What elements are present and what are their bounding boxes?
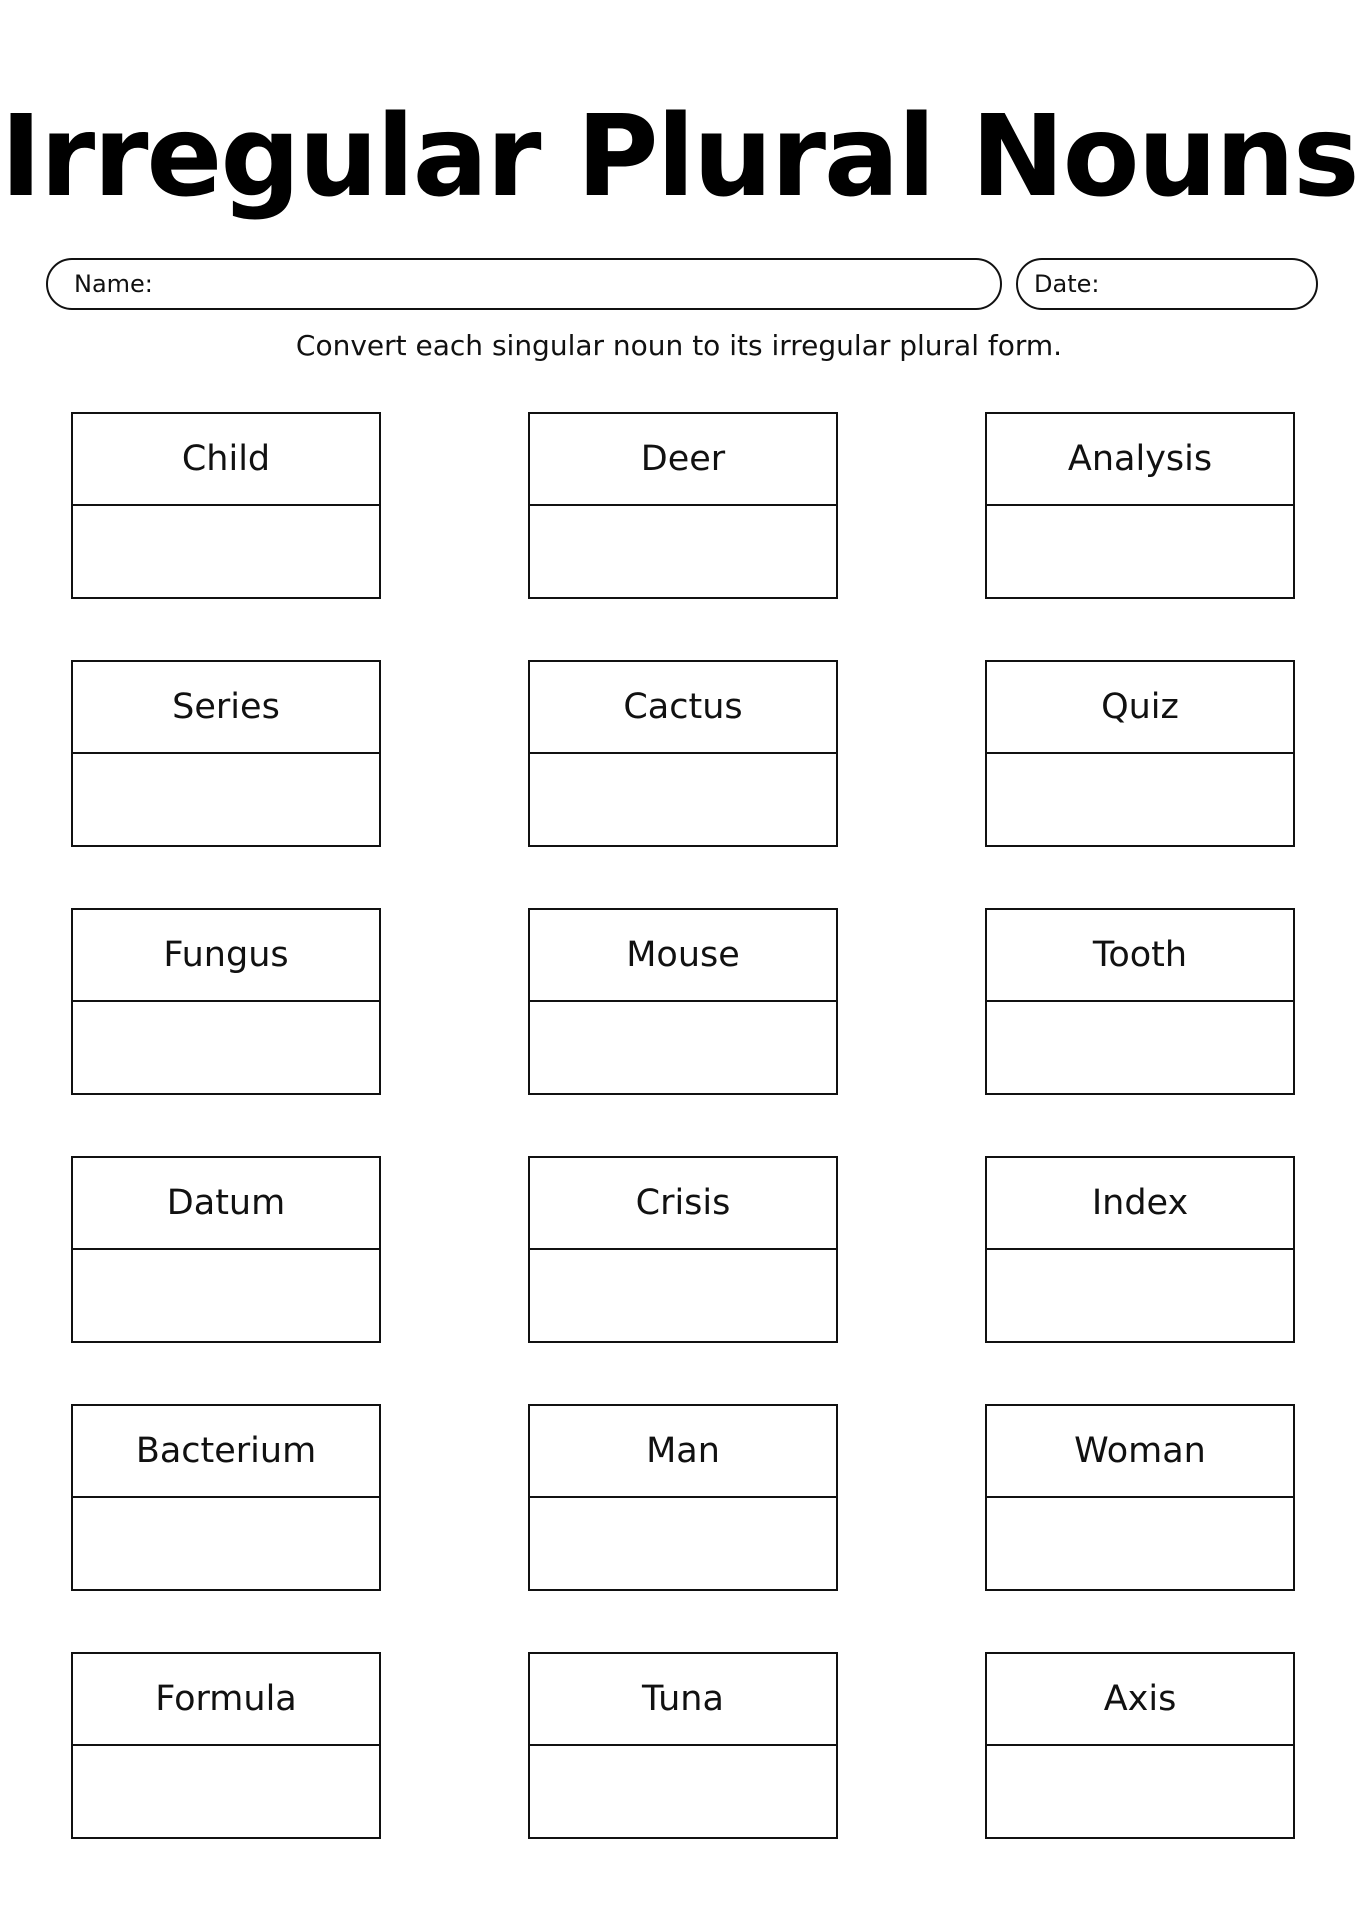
plural-answer-box[interactable] xyxy=(530,754,836,845)
plural-answer-box[interactable] xyxy=(73,1746,379,1837)
noun-card xyxy=(985,1156,1295,1343)
singular-noun: Datum xyxy=(73,1158,379,1250)
plural-answer-box[interactable] xyxy=(530,1498,836,1589)
noun-card xyxy=(528,1156,838,1343)
name-field[interactable] xyxy=(46,258,1002,310)
name-input-area[interactable] xyxy=(161,269,976,299)
plural-answer-box[interactable] xyxy=(530,1250,836,1341)
plural-answer-box[interactable] xyxy=(987,1498,1293,1589)
singular-noun: Series xyxy=(73,662,379,754)
singular-noun: Man xyxy=(530,1406,836,1498)
noun-card xyxy=(528,1404,838,1591)
date-field[interactable] xyxy=(1016,258,1318,310)
noun-card xyxy=(528,412,838,599)
noun-card xyxy=(71,412,381,599)
plural-answer-box[interactable] xyxy=(73,1002,379,1093)
noun-card xyxy=(985,660,1295,847)
plural-answer-box[interactable] xyxy=(530,1002,836,1093)
worksheet-title: Irregular Plural Nouns xyxy=(0,92,1358,222)
singular-noun: Bacterium xyxy=(73,1406,379,1498)
plural-answer-box[interactable] xyxy=(530,1746,836,1837)
plural-answer-box[interactable] xyxy=(987,506,1293,597)
singular-noun: Tuna xyxy=(530,1654,836,1746)
plural-answer-box[interactable] xyxy=(73,506,379,597)
noun-card xyxy=(985,1404,1295,1591)
date-input-area[interactable] xyxy=(1107,269,1292,299)
noun-grid xyxy=(71,412,1295,1839)
plural-answer-box[interactable] xyxy=(73,754,379,845)
singular-noun: Tooth xyxy=(987,910,1293,1002)
noun-card xyxy=(71,1404,381,1591)
noun-card xyxy=(528,908,838,1095)
noun-card xyxy=(985,1652,1295,1839)
singular-noun: Child xyxy=(73,414,379,506)
plural-answer-box[interactable] xyxy=(73,1498,379,1589)
date-label: Date: xyxy=(1034,270,1100,298)
plural-answer-box[interactable] xyxy=(987,754,1293,845)
singular-noun: Quiz xyxy=(987,662,1293,754)
name-label: Name: xyxy=(74,270,153,298)
singular-noun: Axis xyxy=(987,1654,1293,1746)
instructions: Convert each singular noun to its irregular plural form. xyxy=(295,329,1063,362)
singular-noun: Mouse xyxy=(530,910,836,1002)
plural-answer-box[interactable] xyxy=(73,1250,379,1341)
singular-noun: Index xyxy=(987,1158,1293,1250)
singular-noun: Crisis xyxy=(530,1158,836,1250)
noun-card xyxy=(71,1156,381,1343)
noun-card xyxy=(71,1652,381,1839)
noun-card xyxy=(528,660,838,847)
noun-card xyxy=(985,908,1295,1095)
plural-answer-box[interactable] xyxy=(987,1746,1293,1837)
noun-card xyxy=(985,412,1295,599)
singular-noun: Cactus xyxy=(530,662,836,754)
noun-card xyxy=(71,908,381,1095)
noun-card xyxy=(528,1652,838,1839)
plural-answer-box[interactable] xyxy=(530,506,836,597)
plural-answer-box[interactable] xyxy=(987,1250,1293,1341)
singular-noun: Woman xyxy=(987,1406,1293,1498)
singular-noun: Deer xyxy=(530,414,836,506)
plural-answer-box[interactable] xyxy=(987,1002,1293,1093)
noun-card xyxy=(71,660,381,847)
singular-noun: Formula xyxy=(73,1654,379,1746)
singular-noun: Fungus xyxy=(73,910,379,1002)
singular-noun: Analysis xyxy=(987,414,1293,506)
